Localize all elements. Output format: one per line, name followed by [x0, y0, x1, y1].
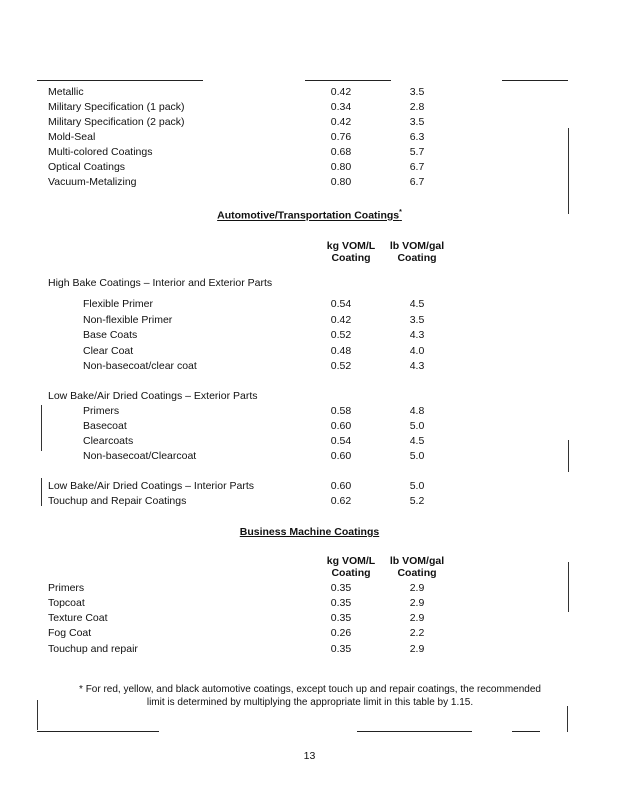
row-label: Military Specification (1 pack) [48, 101, 185, 113]
row-label: Military Specification (2 pack) [48, 116, 185, 128]
row-label: Touchup and repair [48, 643, 138, 655]
kg-header-line2: Coating [331, 252, 371, 264]
change-bar [37, 700, 38, 730]
row-kg-value: 0.35 [330, 643, 352, 655]
row-label: Non-flexible Primer [83, 314, 173, 326]
row-lb-value: 5.0 [409, 450, 425, 462]
kg-header-line1: kg VOM/L [326, 555, 376, 567]
lb-column-header [382, 555, 452, 579]
footnote-line2: limit is determined by multiplying the appropriate limit in this table by 1.15. [146, 697, 474, 708]
row-kg-value: 0.60 [330, 420, 352, 432]
change-bar [567, 706, 568, 732]
row-kg-value: 0.35 [330, 582, 352, 594]
bottom-rule-right [512, 731, 540, 732]
row-label: Primers [48, 582, 85, 594]
row-label: Clearcoats [83, 435, 134, 447]
kg-column-header [316, 555, 386, 579]
row-lb-value: 2.9 [409, 582, 425, 594]
lb-header-line1: lb VOM/gal [389, 240, 445, 252]
row-kg-value: 0.42 [330, 86, 352, 98]
change-bar [568, 128, 569, 214]
row-kg-value: 0.52 [330, 360, 352, 372]
row-lb-value: 6.7 [409, 161, 425, 173]
row-label: Low Bake/Air Dried Coatings – Interior Parts [48, 480, 255, 492]
group-title: Low Bake/Air Dried Coatings – Exterior Parts [48, 390, 258, 402]
group-title: High Bake Coatings – Interior and Exterior Parts [48, 277, 273, 289]
business-section-title: Business Machine Coatings [239, 526, 380, 538]
change-bar [568, 562, 569, 612]
row-lb-value: 4.0 [409, 345, 425, 357]
row-lb-value: 6.7 [409, 176, 425, 188]
row-label: Multi-colored Coatings [48, 146, 153, 158]
change-bar [41, 405, 42, 451]
row-kg-value: 0.80 [330, 161, 352, 173]
footnote-line1: * For red, yellow, and black automotive coatings, except touch up and repair coatings, the recommended [79, 684, 541, 695]
change-bar [41, 478, 42, 506]
row-kg-value: 0.76 [330, 131, 352, 143]
page-number: 13 [303, 750, 316, 762]
row-lb-value: 3.5 [409, 116, 425, 128]
row-label: Topcoat [48, 597, 85, 609]
row-label: Mold-Seal [48, 131, 96, 143]
row-kg-value: 0.34 [330, 101, 352, 113]
row-kg-value: 0.42 [330, 314, 352, 326]
change-bar [568, 440, 569, 472]
row-lb-value: 2.2 [409, 627, 425, 639]
row-label: Vacuum-Metalizing [48, 176, 137, 188]
row-lb-value: 6.3 [409, 131, 425, 143]
row-kg-value: 0.54 [330, 298, 352, 310]
automotive-section-title [0, 207, 619, 222]
row-label: Fog Coat [48, 627, 92, 639]
row-lb-value: 5.7 [409, 146, 425, 158]
row-lb-value: 4.5 [409, 435, 425, 447]
row-lb-value: 4.5 [409, 298, 425, 310]
row-kg-value: 0.52 [330, 329, 352, 341]
row-kg-value: 0.35 [330, 612, 352, 624]
row-label: Non-basecoat/Clearcoat [83, 450, 197, 462]
kg-header-line1: kg VOM/L [326, 240, 376, 252]
automotive-title-text: Automotive/Transportation Coatings [217, 209, 400, 222]
row-lb-value: 2.9 [409, 643, 425, 655]
row-kg-value: 0.62 [330, 495, 352, 507]
row-kg-value: 0.68 [330, 146, 352, 158]
row-lb-value: 5.0 [409, 420, 425, 432]
lb-header-line1: lb VOM/gal [389, 555, 445, 567]
row-label: Metallic [48, 86, 84, 98]
row-kg-value: 0.48 [330, 345, 352, 357]
row-kg-value: 0.26 [330, 627, 352, 639]
bottom-rule-middle [357, 731, 472, 732]
lb-header-line2: Coating [397, 567, 437, 579]
kg-column-header [316, 240, 386, 264]
row-label: Basecoat [83, 420, 127, 432]
bottom-rule-left [37, 731, 159, 732]
row-lb-value: 4.3 [409, 360, 425, 372]
row-label: Base Coats [83, 329, 138, 341]
row-label: Optical Coatings [48, 161, 126, 173]
row-lb-value: 3.5 [409, 86, 425, 98]
row-kg-value: 0.60 [330, 480, 352, 492]
row-lb-value: 2.9 [409, 612, 425, 624]
top-rule-right [502, 80, 568, 81]
row-lb-value: 4.3 [409, 329, 425, 341]
row-label: Texture Coat [48, 612, 108, 624]
lb-column-header [382, 240, 452, 264]
row-lb-value: 3.5 [409, 314, 425, 326]
row-lb-value: 2.8 [409, 101, 425, 113]
row-label: Clear Coat [83, 345, 134, 357]
row-lb-value: 5.0 [409, 480, 425, 492]
footnote-marker: * [399, 209, 402, 216]
row-kg-value: 0.80 [330, 176, 352, 188]
row-lb-value: 2.9 [409, 597, 425, 609]
lb-header-line2: Coating [397, 252, 437, 264]
top-rule-left [37, 80, 203, 81]
row-kg-value: 0.60 [330, 450, 352, 462]
row-label: Flexible Primer [83, 298, 154, 310]
row-label: Primers [83, 405, 120, 417]
kg-header-line2: Coating [331, 567, 371, 579]
row-label: Touchup and Repair Coatings [48, 495, 187, 507]
row-lb-value: 4.8 [409, 405, 425, 417]
footnote [40, 683, 580, 709]
row-kg-value: 0.58 [330, 405, 352, 417]
row-label: Non-basecoat/clear coat [83, 360, 197, 372]
row-kg-value: 0.35 [330, 597, 352, 609]
top-rule-middle [305, 80, 391, 81]
row-kg-value: 0.54 [330, 435, 352, 447]
row-lb-value: 5.2 [409, 495, 425, 507]
row-kg-value: 0.42 [330, 116, 352, 128]
